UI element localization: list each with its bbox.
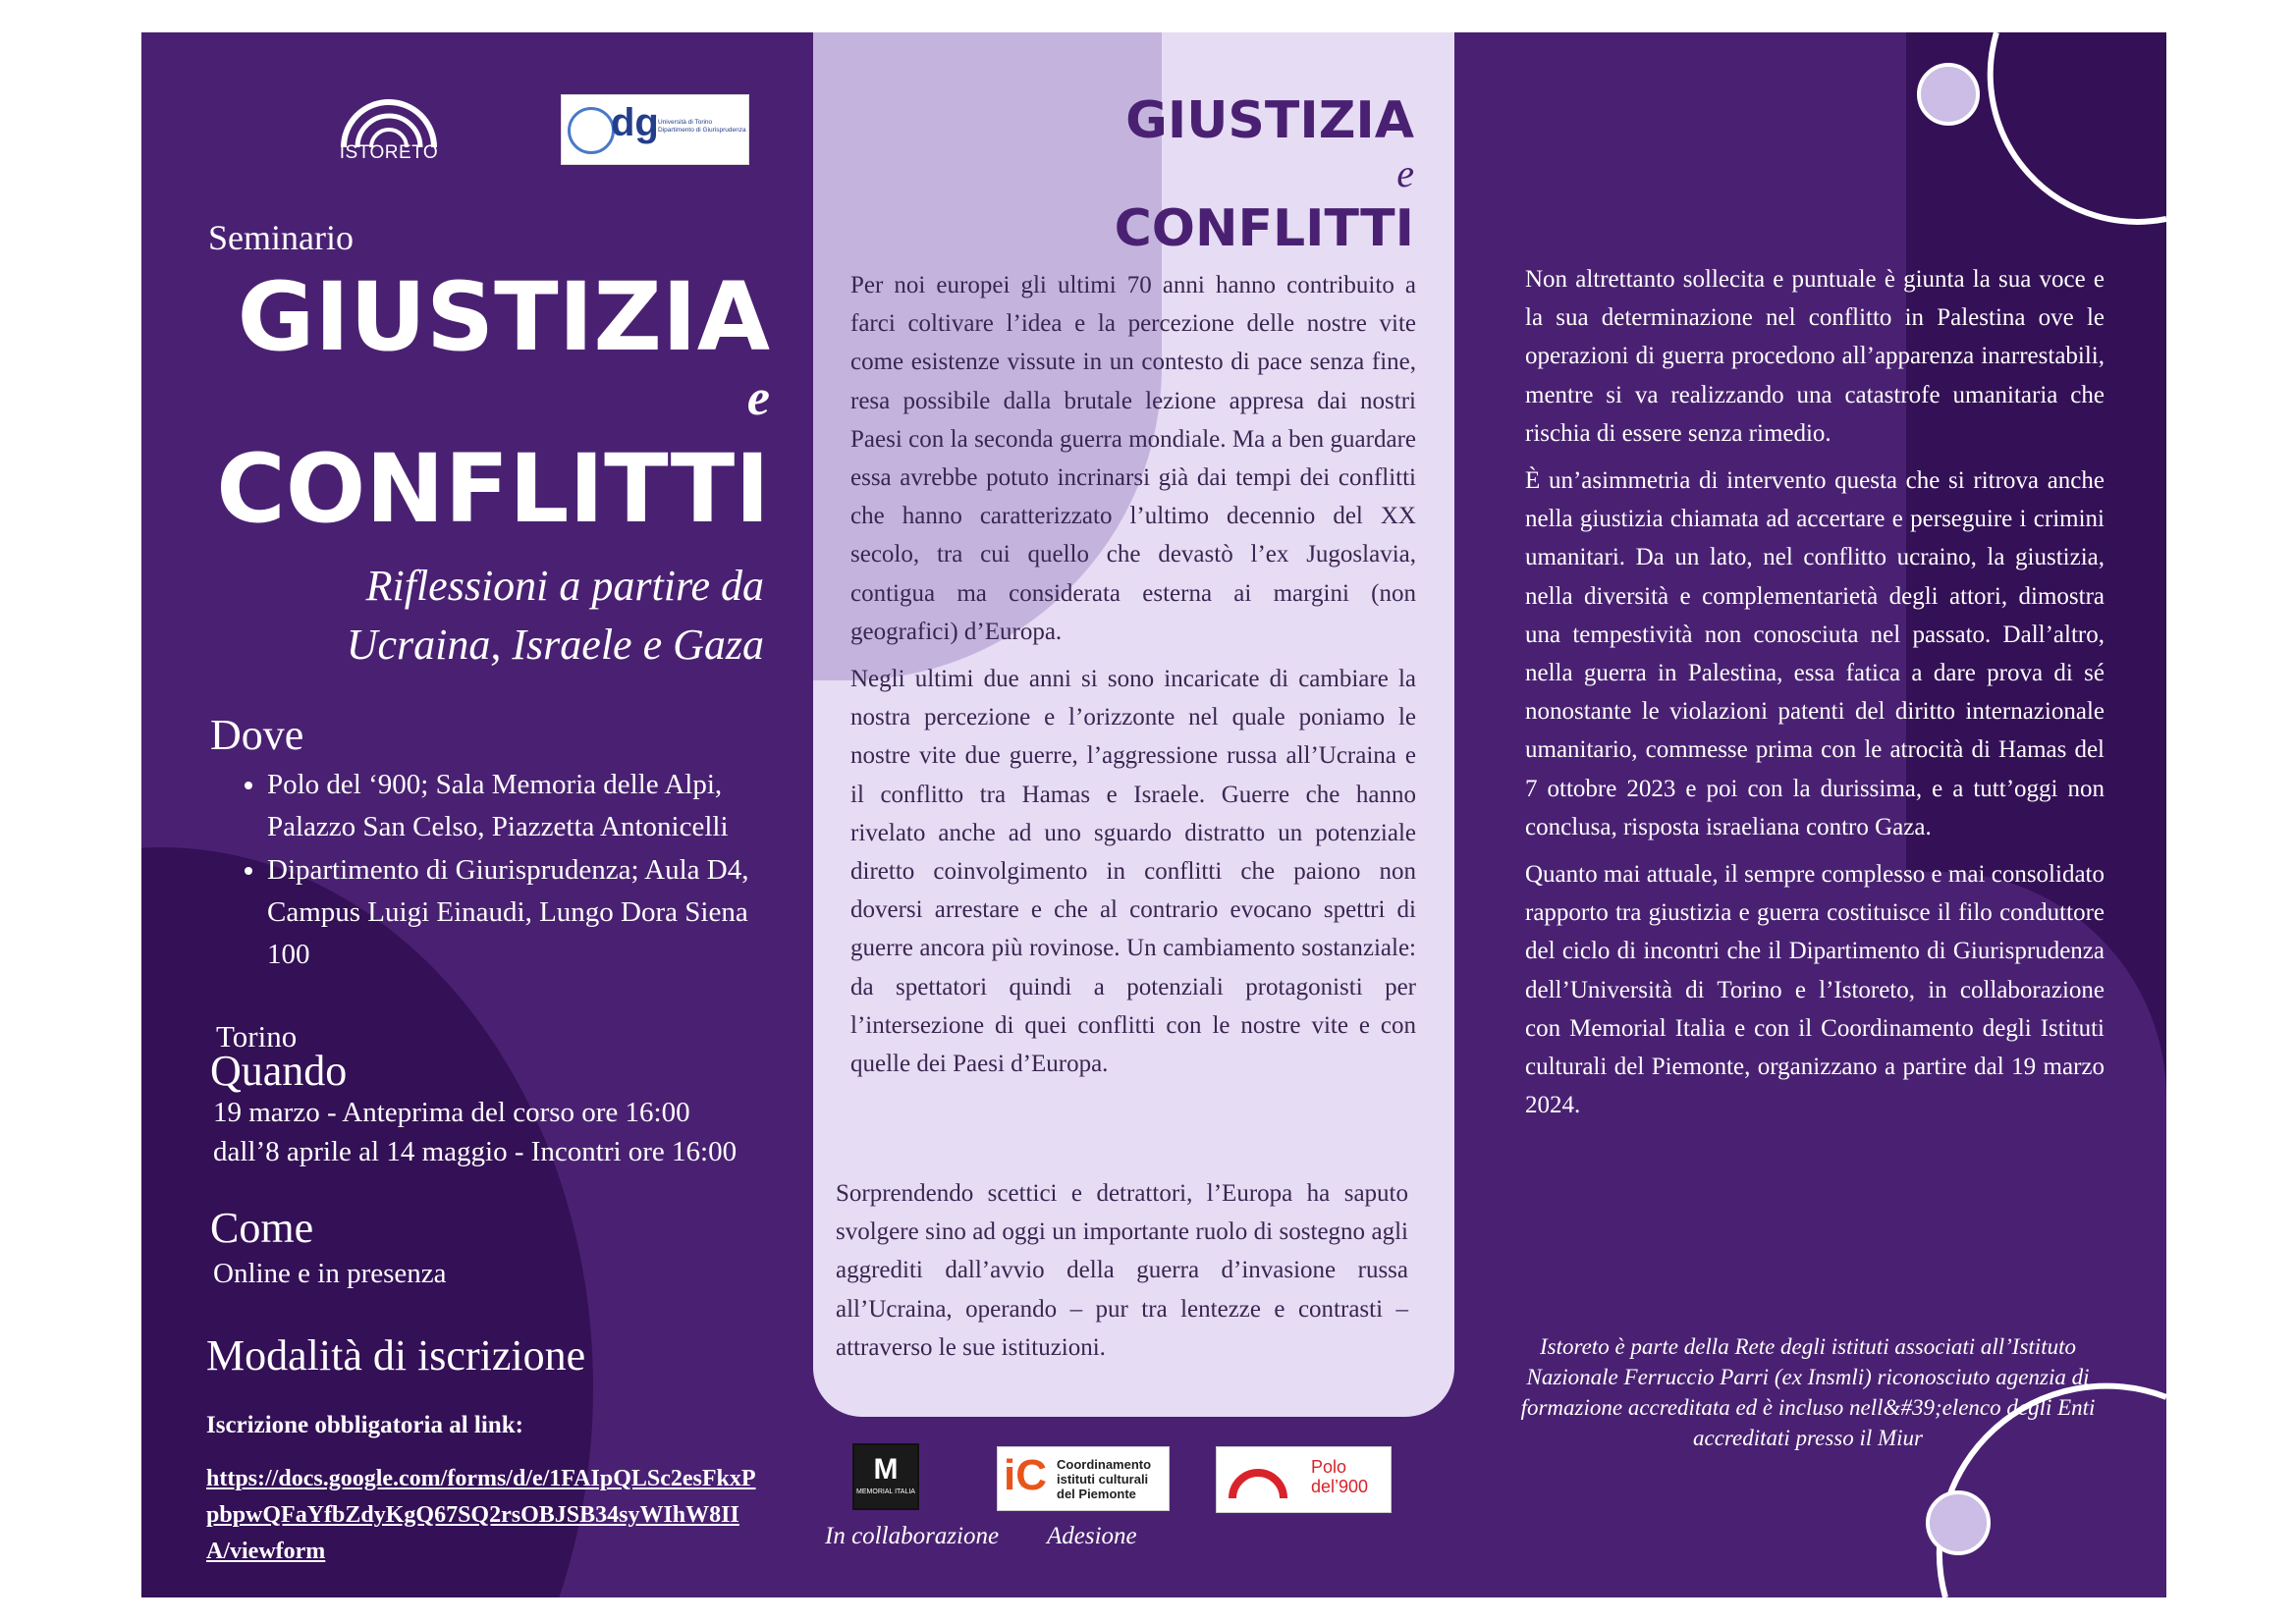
list-item: • Polo del ‘900; Sala Memoria delle Alpi, Palazzo San Celso, Piazzetta Antonicelli — [267, 764, 797, 848]
center-title-e: e — [1396, 151, 1414, 195]
right-body — [1525, 260, 2105, 1133]
coordinamento-logo-text: Coordinamento istituti culturali del Piemonte — [1057, 1457, 1152, 1501]
coordinamento-logo — [997, 1446, 1170, 1511]
dg-logo — [561, 94, 749, 165]
title-giustizia: GIUSTIZIA — [237, 262, 770, 372]
center-body-2 — [836, 1174, 1408, 1376]
polo-arc-icon — [1229, 1461, 1287, 1500]
dove-list — [220, 764, 797, 977]
center-body — [850, 266, 1416, 1092]
center-title-giustizia: GIUSTIZIA — [1125, 91, 1414, 150]
center-panel — [813, 32, 1454, 1597]
center-paragraph: Sorprendendo scettici e detrattori, l’Europa ha saputo svolgere sino ad oggi un importante ruolo di sostegno agli aggrediti dall’avvio della guerra d’invasione russa all’Ucraina, operando – pur tra lentezze e contrasti – attraverso le sue istituzioni. — [836, 1180, 1408, 1361]
right-panel — [1454, 32, 2166, 1597]
modalita-heading: Modalità di iscrizione — [206, 1331, 586, 1380]
come-text: Online e in presenza — [213, 1258, 447, 1289]
istoreto-footer-note: Istoreto è parte della Rete degli istituti associati all’Istituto Nazionale Ferruccio Parri (ex Insmli) riconosciuto agenzia di formazione accreditata ed è incluso nell&#39;elenco degli Enti accreditati presso il Miur — [1520, 1334, 2096, 1450]
iscrizione-link[interactable]: https://docs.google.com/forms/d/e/1FAIpQLSc2esFkxPpbpwQFaYfbZdyKgQ67SQ2rsOBJSB34syWIhW8IIA/viewform — [206, 1466, 756, 1564]
caption-adesione: Adesione — [1047, 1523, 1137, 1549]
dove-heading: Dove — [210, 711, 304, 759]
come-heading: Come — [210, 1204, 314, 1252]
quando-text — [213, 1093, 737, 1171]
quando-line2: dall’8 aprile al 14 maggio - Incontri ore 16:00 — [213, 1136, 738, 1167]
list-item: • Dipartimento di Giurisprudenza; Aula D4, Campus Luigi Einaudi, Lungo Dora Siena 100 — [267, 849, 797, 976]
seminario-label: Seminario — [208, 218, 354, 257]
trifold-brochure — [141, 32, 2166, 1597]
istoreto-logo-text: ISTORETO — [339, 142, 439, 163]
polo-logo-text: Polo del’900 — [1311, 1457, 1369, 1496]
subtitle-line1: Riflessioni a partire da — [365, 562, 764, 610]
quando-line1: 19 marzo - Anteprima del corso ore 16:00 — [213, 1097, 690, 1128]
left-panel — [141, 32, 813, 1597]
quando-heading: Quando — [210, 1047, 348, 1095]
right-paragraph: Quanto mai attuale, il sempre complesso e mai consolidato rapporto tra giustizia e guerra costituisce il filo conduttore del ciclo di incontri che il Dipartimento di Giurisprudenza dell’Università di Torino e l’Istoreto, in collaborazione con Memorial Italia e con il Coordinamento degli Istituti culturali del Piemonte, organizzano a partire dal 19 marzo 2024. — [1525, 861, 2105, 1119]
center-paragraph: Per noi europei gli ultimi 70 anni hanno contribuito a farci coltivare l’idea e la percezione delle nostre vite come esistenze vissute in un contesto di pace senza fine, resa possibile dalla brutale lezione appresa dai nostri Paesi con la seconda guerra mondiale. Ma a ben guardare essa avrebbe potuto incrinarsi già dai tempi dei conflitti che hanno caratterizzato l’ultimo decennio del XX secolo, tra cui quello che devastò l’ex Jugoslavia, contigua ma considerata esterna ai margini (non geografici) d’Europa. — [850, 272, 1416, 645]
right-paragraph: È un’asimmetria di intervento questa che si ritrova anche nella giustizia chiamata ad accertare e perseguire i crimini umanitari. Da un lato, nel conflitto ucraino, la giustizia, nella diversità e complementarietà degli attori, dimostra una tempestività non conosciuta nel passato. Dall’altro, nella guerra in Palestina, essa fatica a dare prova di sé nonostante le violazioni patenti del diritto internazionale umanitario, commesse prima con le atrocità di Hamas del 7 ottobre 2023 e poi con la durissima, e a tutt’oggi non conclusa, risposta israeliana contro Gaza. — [1525, 467, 2105, 840]
dg-ring-icon — [568, 107, 615, 154]
right-paragraph: Non altrettanto sollecita e puntuale è giunta la sua voce e la sua determinazione nel conflitto in Palestina ove le operazioni di guerra procedono all’apparenza inarrestabili, mentre si va realizzando una catastrofe umanitaria che rischia di essere senza rimedio. — [1525, 266, 2105, 447]
memorial-logo — [852, 1443, 919, 1510]
center-paragraph: Negli ultimi due anni si sono incaricate di cambiare la nostra percezione e l’orizzonte nel quale poniamo le nostre vite due guerre, l’aggressione russa all’Ucraina e il conflitto tra Hamas e Israele. Guerre che hanno rivelato anche ad uno sguardo distratto un potenziale diretto coinvolgimento in conflitti che paiono non doversi arrestare e che al contrario evocano spettri di guerre ancora più rovinose. Un cambiamento sostanziale: da spettatori quindi a potenziali protagonisti per l’intersezione di quei conflitti con le nostre vite e con quelle dei Paesi d’Europa. — [850, 666, 1416, 1078]
title-e: e — [746, 370, 770, 426]
memorial-logo-letter: M — [873, 1453, 899, 1486]
iscrizione-label: Iscrizione obbligatoria al link: — [206, 1412, 523, 1438]
polo-logo — [1216, 1446, 1392, 1513]
torino-label: Torino — [216, 1019, 298, 1054]
memorial-logo-text: MEMORIAL ITALIA — [856, 1488, 915, 1495]
coordinamento-logo-letter: iC — [1004, 1451, 1047, 1499]
subtitle-line2: Ucraina, Israele e Gaza — [346, 621, 764, 669]
caption-collaborazione: In collaborazione — [825, 1523, 1000, 1549]
dg-logo-small: Università di Torino Dipartimento di Giurisprudenza — [658, 119, 746, 134]
dg-logo-text: dg — [611, 101, 659, 144]
title-conflitti: CONFLITTI — [216, 434, 770, 544]
center-title-conflitti: CONFLITTI — [1114, 199, 1414, 258]
